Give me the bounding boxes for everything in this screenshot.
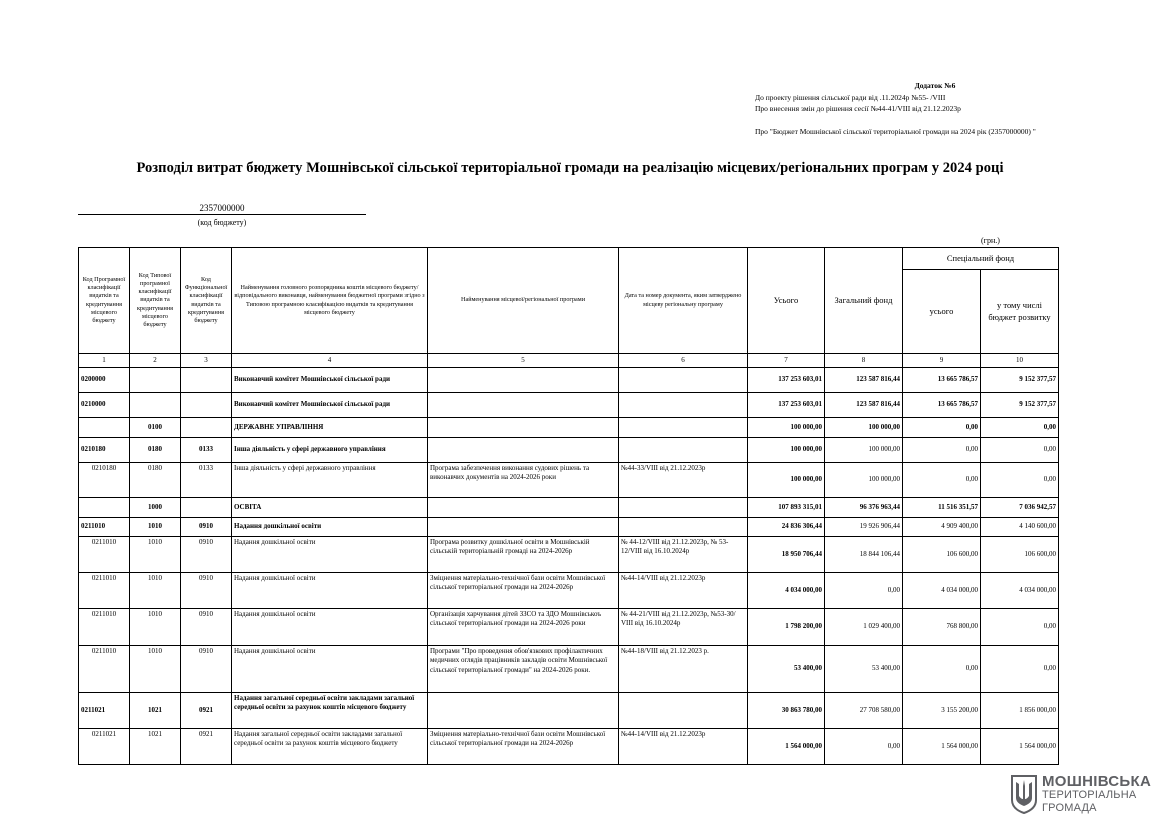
cell-program-code: 0211010 <box>79 537 130 573</box>
col-number: 6 <box>619 354 748 368</box>
cell-typical-code: 0180 <box>130 438 181 463</box>
col-header-program-code: Код Програмної класифікації видатків та кредитування місцевого бюджету <box>79 248 130 354</box>
table-row <box>79 646 1059 693</box>
cell-functional-code <box>181 393 232 418</box>
cell-program-code <box>79 418 130 438</box>
cell-document <box>619 393 748 418</box>
cell-program-code: 0211010 <box>79 573 130 609</box>
cell-development-budget: 7 036 942,57 <box>981 498 1059 518</box>
cell-special-total: 3 155 200,00 <box>903 693 981 729</box>
cell-total: 107 893 315,01 <box>748 498 825 518</box>
col-header-document: Дата та номер документа, яким затверджено місцеву регіональну програму <box>619 248 748 354</box>
col-number: 4 <box>232 354 428 368</box>
cell-typical-code: 1010 <box>130 573 181 609</box>
addendum-block <box>755 80 1055 138</box>
cell-general-fund: 100 000,00 <box>825 418 903 438</box>
cell-program-name: Програма розвитку дошкільної освіти в Мошнівській сільській територіальній громаді на 2024-2026р <box>428 537 619 573</box>
cell-typical-code: 1010 <box>130 646 181 693</box>
col-number: 9 <box>903 354 981 368</box>
cell-document <box>619 438 748 463</box>
cell-typical-code: 1021 <box>130 693 181 729</box>
cell-total: 100 000,00 <box>748 438 825 463</box>
cell-typical-code: 1021 <box>130 729 181 765</box>
cell-total: 100 000,00 <box>748 418 825 438</box>
cell-special-total: 0,00 <box>903 438 981 463</box>
cell-typical-code: 1000 <box>130 498 181 518</box>
cell-program-name <box>428 693 619 729</box>
cell-functional-code: 0910 <box>181 537 232 573</box>
col-number: 8 <box>825 354 903 368</box>
cell-document: № 44-21/VIII від 21.12.2023р, №53-30/ VIII від 16.10.2024р <box>619 609 748 646</box>
cell-manager-name: Надання дошкільної освіти <box>232 518 428 537</box>
logo-line-3: ГРОМАДА <box>1042 802 1097 814</box>
currency-unit: (грн.) <box>981 236 1000 245</box>
trident-emblem-icon <box>1010 774 1038 814</box>
cell-program-code: 0210180 <box>79 463 130 498</box>
cell-typical-code: 1010 <box>130 518 181 537</box>
col-number: 2 <box>130 354 181 368</box>
cell-special-total: 106 600,00 <box>903 537 981 573</box>
table-row <box>79 438 1059 463</box>
cell-program-code: 0210000 <box>79 393 130 418</box>
cell-general-fund: 96 376 963,44 <box>825 498 903 518</box>
addendum-line-budget: Про "Бюджет Мошнівської сільської територіальної громади на 2024 рік (2357000000) " <box>755 126 1036 136</box>
cell-program-code: 0200000 <box>79 368 130 393</box>
cell-development-budget: 9 152 377,57 <box>981 393 1059 418</box>
cell-document: №44-14/VIII від 21.12.2023р <box>619 729 748 765</box>
cell-program-name <box>428 418 619 438</box>
cell-special-total: 0,00 <box>903 463 981 498</box>
cell-total: 18 950 706,44 <box>748 537 825 573</box>
cell-special-total: 4 034 000,00 <box>903 573 981 609</box>
addendum-number: Додаток №6 <box>914 81 956 90</box>
cell-manager-name: ОСВІТА <box>232 498 428 518</box>
cell-special-total: 13 665 786,57 <box>903 393 981 418</box>
cell-program-code: 0210180 <box>79 438 130 463</box>
cell-total: 1 798 200,00 <box>748 609 825 646</box>
cell-total: 30 863 780,00 <box>748 693 825 729</box>
cell-general-fund: 100 000,00 <box>825 463 903 498</box>
cell-general-fund: 0,00 <box>825 729 903 765</box>
cell-functional-code <box>181 418 232 438</box>
cell-development-budget: 106 600,00 <box>981 537 1059 573</box>
col-header-total: Усього <box>748 248 825 354</box>
cell-functional-code: 0910 <box>181 609 232 646</box>
cell-document: №44-18/VIII від 21.12.2023 р. <box>619 646 748 693</box>
cell-manager-name: Надання дошкільної освіти <box>232 573 428 609</box>
cell-document <box>619 368 748 393</box>
table-row <box>79 729 1059 765</box>
budget-code-value: 2357000000 <box>78 203 366 215</box>
cell-manager-name: Інша діяльність у сфері державного управління <box>232 438 428 463</box>
addendum-line-amendment: Про внесення змін до рішення сесії №44-41/VIII від 21.12.2023р <box>755 104 961 114</box>
cell-program-code: 0211010 <box>79 646 130 693</box>
cell-special-total: 768 800,00 <box>903 609 981 646</box>
cell-general-fund: 53 400,00 <box>825 646 903 693</box>
cell-functional-code: 0910 <box>181 518 232 537</box>
cell-program-name <box>428 518 619 537</box>
cell-development-budget: 0,00 <box>981 438 1059 463</box>
table-row <box>79 393 1059 418</box>
cell-typical-code: 0180 <box>130 463 181 498</box>
col-number: 1 <box>79 354 130 368</box>
cell-development-budget: 1 564 000,00 <box>981 729 1059 765</box>
cell-functional-code: 0921 <box>181 693 232 729</box>
col-header-typical-code: Код Типової програмної класифікації видатків та кредитування місцевого бюджету <box>130 248 181 354</box>
cell-typical-code: 0100 <box>130 418 181 438</box>
cell-total: 4 034 000,00 <box>748 573 825 609</box>
table-row <box>79 368 1059 393</box>
budget-code-caption: (код бюджету) <box>197 218 247 227</box>
cell-special-total: 0,00 <box>903 418 981 438</box>
cell-functional-code: 0133 <box>181 463 232 498</box>
cell-special-total: 11 516 351,57 <box>903 498 981 518</box>
cell-manager-name: Надання загальної середньої освіти закладами загальної середньої освіти за рахунок коштів місцевого бюджету <box>232 693 428 729</box>
addendum-line-draft: До проекту рішення сільської ради від .11.2024р №55- /VIII <box>755 92 946 102</box>
col-number: 5 <box>428 354 619 368</box>
cell-document <box>619 498 748 518</box>
col-header-development-budget: у тому числі бюджет розвитку <box>981 270 1059 354</box>
cell-manager-name: Виконавчий комітет Мошнівської сільської ради <box>232 393 428 418</box>
table-row <box>79 693 1059 729</box>
cell-manager-name: Надання дошкільної освіти <box>232 646 428 693</box>
cell-program-code: 0211010 <box>79 518 130 537</box>
cell-total: 100 000,00 <box>748 463 825 498</box>
col-number: 10 <box>981 354 1059 368</box>
cell-typical-code <box>130 393 181 418</box>
cell-manager-name: Виконавчий комітет Мошнівської сільської ради <box>232 368 428 393</box>
logo-line-1: МОШНІВСЬКА <box>1042 773 1152 790</box>
cell-manager-name: ДЕРЖАВНЕ УПРАВЛІННЯ <box>232 418 428 438</box>
cell-document <box>619 418 748 438</box>
budget-code-block <box>78 203 366 227</box>
cell-program-name <box>428 368 619 393</box>
cell-development-budget: 0,00 <box>981 418 1059 438</box>
col-header-functional-code: Код Функціональної класифікації видатків та кредитування бюджету <box>181 248 232 354</box>
cell-special-total: 0,00 <box>903 646 981 693</box>
cell-development-budget: 0,00 <box>981 463 1059 498</box>
cell-general-fund: 123 587 816,44 <box>825 393 903 418</box>
page-title: Розподіл витрат бюджету Мошнівської сільської територіальної громади на реалізацію місцевих/регіональних програм у 2024 році <box>136 160 1004 176</box>
table-row <box>79 463 1059 498</box>
col-header-manager-name: Найменування головного розпорядника коштів місцевого бюджету/ відповідального виконавця, найменування бюджетної програми згідно з Типовою програмною класифікацією видатків та кредитування місцевого бюджету <box>232 248 428 354</box>
cell-program-code: 0211021 <box>79 729 130 765</box>
cell-general-fund: 100 000,00 <box>825 438 903 463</box>
cell-program-name: Зміцнення матеріально-технічної бази освіти Мошнівської сільської територіальної громади на 2024-2026р <box>428 573 619 609</box>
cell-general-fund: 0,00 <box>825 573 903 609</box>
cell-manager-name: Інша діяльність у сфері державного управління <box>232 463 428 498</box>
cell-special-total: 13 665 786,57 <box>903 368 981 393</box>
cell-functional-code <box>181 498 232 518</box>
community-logo <box>1010 773 1160 817</box>
cell-total: 24 836 306,44 <box>748 518 825 537</box>
cell-functional-code <box>181 368 232 393</box>
logo-line-2: ТЕРИТОРІАЛЬНА <box>1042 789 1137 801</box>
cell-program-name: Зміцнення матеріально-технічної бази освіти Мошнівської сільської територіальної громади на 2024-2026р <box>428 729 619 765</box>
cell-document <box>619 518 748 537</box>
cell-general-fund: 27 708 580,00 <box>825 693 903 729</box>
cell-program-code <box>79 498 130 518</box>
col-header-special-total: усього <box>903 270 981 354</box>
cell-general-fund: 19 926 906,44 <box>825 518 903 537</box>
cell-document: № 44-12/VIII від 21.12.2023р, № 53-12/VIII від 16.10.2024р <box>619 537 748 573</box>
cell-development-budget: 4 034 000,00 <box>981 573 1059 609</box>
cell-development-budget: 0,00 <box>981 609 1059 646</box>
col-number: 7 <box>748 354 825 368</box>
cell-typical-code <box>130 368 181 393</box>
cell-program-name: Програми "Про проведення обов'язкових профілактичних медичних оглядів працівників закладів освіти Мошнівської сільської територіальної громади" на 2024-2026 роки. <box>428 646 619 693</box>
col-number: 3 <box>181 354 232 368</box>
cell-functional-code: 0133 <box>181 438 232 463</box>
cell-program-name <box>428 498 619 518</box>
cell-functional-code: 0910 <box>181 573 232 609</box>
cell-document <box>619 693 748 729</box>
cell-development-budget: 1 856 000,00 <box>981 693 1059 729</box>
cell-typical-code: 1010 <box>130 537 181 573</box>
table-row <box>79 609 1059 646</box>
col-header-general-fund: Загальний фонд <box>825 248 903 354</box>
cell-special-total: 1 564 000,00 <box>903 729 981 765</box>
cell-total: 137 253 603,01 <box>748 368 825 393</box>
table-row <box>79 498 1059 518</box>
cell-special-total: 4 909 400,00 <box>903 518 981 537</box>
cell-functional-code: 0921 <box>181 729 232 765</box>
cell-development-budget: 0,00 <box>981 646 1059 693</box>
cell-typical-code: 1010 <box>130 609 181 646</box>
cell-program-name: Програма забезпечення виконання судових рішень та виконавчих документів на 2024-2026 роки <box>428 463 619 498</box>
cell-total: 137 253 603,01 <box>748 393 825 418</box>
cell-general-fund: 18 844 106,44 <box>825 537 903 573</box>
col-header-program-name: Найменування місцевої/регіональної програми <box>428 248 619 354</box>
cell-document: №44-14/VIII від 21.12.2023р <box>619 573 748 609</box>
cell-general-fund: 1 029 400,00 <box>825 609 903 646</box>
table-row <box>79 573 1059 609</box>
cell-manager-name: Надання дошкільної освіти <box>232 609 428 646</box>
col-header-special-fund: Спеціальний фонд <box>903 248 1059 270</box>
cell-manager-name: Надання дошкільної освіти <box>232 537 428 573</box>
cell-program-name <box>428 393 619 418</box>
cell-total: 53 400,00 <box>748 646 825 693</box>
cell-document: №44-33/VIII від 21.12.2023р <box>619 463 748 498</box>
cell-development-budget: 9 152 377,57 <box>981 368 1059 393</box>
table-row <box>79 418 1059 438</box>
cell-general-fund: 123 587 816,44 <box>825 368 903 393</box>
cell-development-budget: 4 140 600,00 <box>981 518 1059 537</box>
cell-program-code: 0211010 <box>79 609 130 646</box>
table-row <box>79 518 1059 537</box>
cell-program-name: Організація харчування дітей ЗЗСО та ЗДО Мошнівськоъ сільської територіальної громади на 2024-2026 роки <box>428 609 619 646</box>
cell-program-code: 0211021 <box>79 693 130 729</box>
cell-program-name <box>428 438 619 463</box>
cell-functional-code: 0910 <box>181 646 232 693</box>
cell-manager-name: Надання загальної середньої освіти закладами загальної середньої освіти за рахунок коштів місцевого бюджету <box>232 729 428 765</box>
expenditure-table <box>78 247 1059 765</box>
cell-total: 1 564 000,00 <box>748 729 825 765</box>
table-row <box>79 537 1059 573</box>
